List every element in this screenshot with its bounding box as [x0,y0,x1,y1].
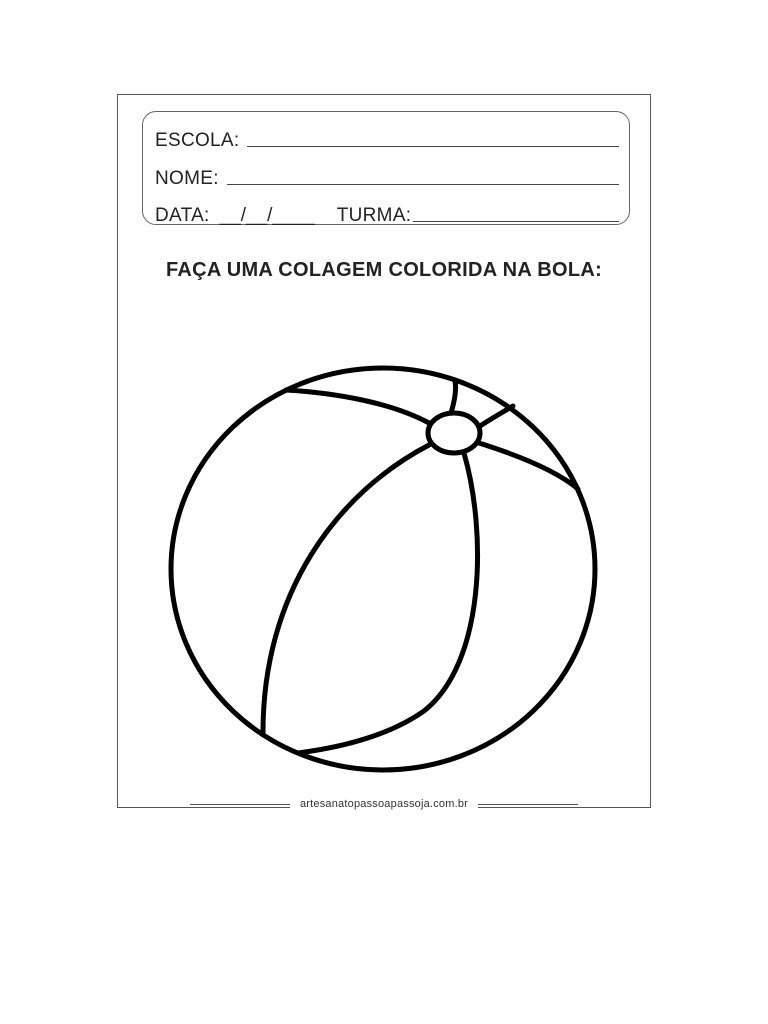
turma-blank-line[interactable] [413,221,619,222]
nome-field [155,162,619,188]
turma-field [337,206,619,225]
ball-top-cap [428,413,480,453]
ball-seam-top-center [451,381,456,413]
escola-label: ESCOLA: [155,130,240,151]
date-blanks[interactable]: __/__/____ [219,205,315,226]
footer-divider-right [478,804,578,805]
footer [118,798,650,810]
worksheet-page [117,94,651,808]
ball-outline [171,368,595,770]
beach-ball-icon [167,363,603,775]
ball-seam-center-long [298,453,478,753]
escola-blank-line[interactable] [247,146,619,147]
student-info-box [142,111,630,225]
ball-seam-left-long [263,445,429,735]
data-turma-row [155,199,619,225]
ball-seam-top-left [286,390,429,423]
nome-blank-line[interactable] [227,184,619,185]
footer-website: artesanatopassoapassoja.com.br [290,798,478,810]
footer-divider-left [190,804,290,805]
escola-field [155,124,619,150]
nome-label: NOME: [155,168,219,189]
ball-seam-top-right [480,406,513,426]
data-label: DATA: [155,205,210,226]
turma-label: TURMA: [336,205,412,226]
instruction-title: FAÇA UMA COLAGEM COLORIDA NA BOLA: [165,259,603,281]
